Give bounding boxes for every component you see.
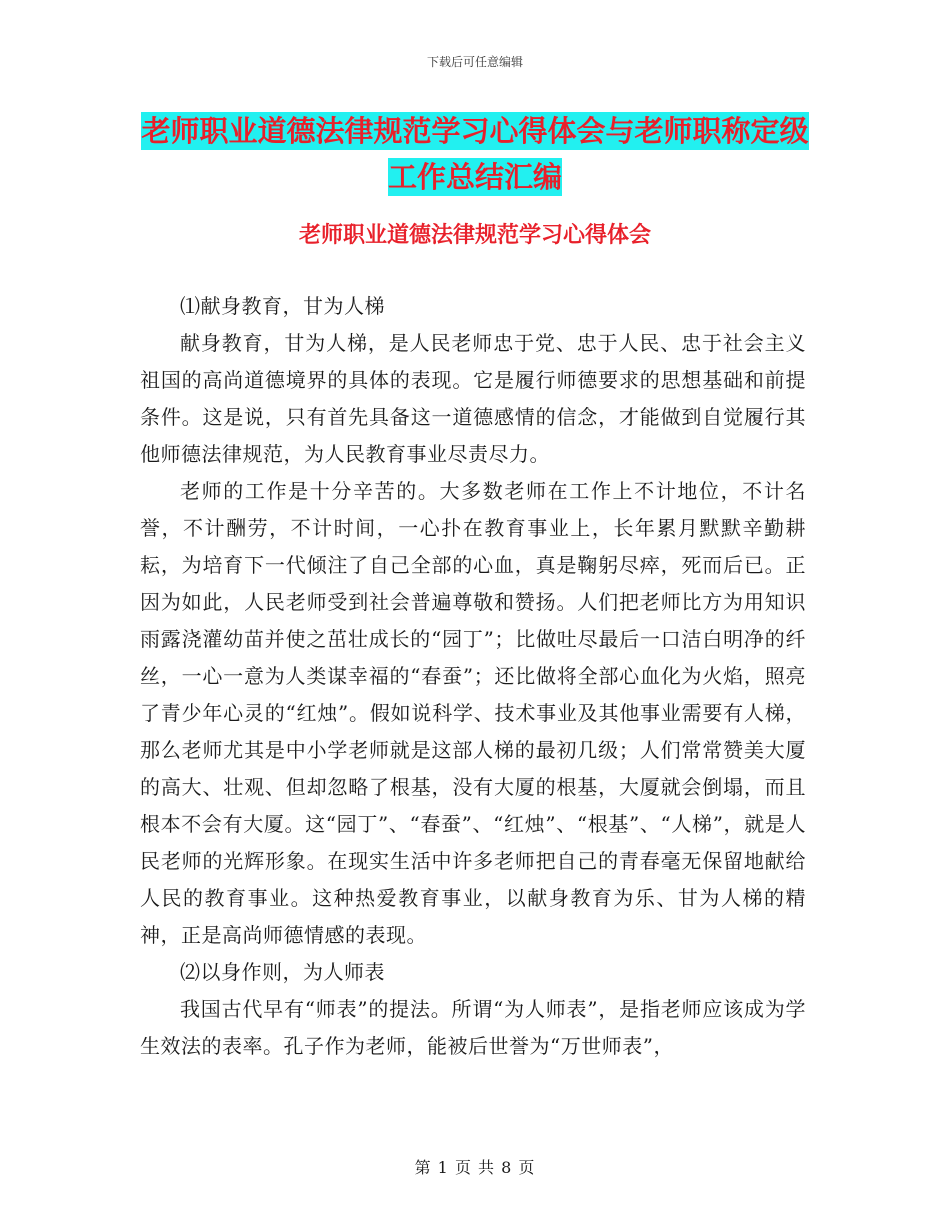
subheading-1: ⑴献身教育，甘为人梯 xyxy=(180,294,385,318)
section-title: 老师职业道德法律规范学习心得体会 xyxy=(298,223,651,248)
document-title-line2: 工作总结汇编 xyxy=(387,160,562,194)
paragraph-1: 献身教育，甘为人梯，是人民老师忠于党、忠于人民、忠于社会主义祖国的高尚道德境界的具体的表现。它是履行师德要求的思想基础和前提条件。这是说，只有首先具备这一道德感情的信念，才能做到自觉履行其他师德法律规范，为人民教育事业尽责尽力。 xyxy=(140,331,806,466)
document-title-line1: 老师职业道德法律规范学习心得体会与老师职称定级 xyxy=(141,114,809,148)
document-title xyxy=(140,108,810,200)
document-body xyxy=(140,288,806,1065)
paragraph-2: 老师的工作是十分辛苦的。大多数老师在工作上不计地位，不计名誉，不计酬劳，不计时间，一心扑在教育事业上，长年累月默默辛勤耕耘，为培育下一代倾注了自己全部的心血，真是鞠躬尽瘁，死而后已。正因为如此，人民老师受到社会普遍尊敬和赞扬。人们把老师比方为用知识雨露浇灌幼苗并使之茁壮成长的“园丁”；比做吐尽最后一口洁白明净的纤丝，一心一意为人类谋幸福的“春蚕”；还比做将全部心血化为火焰，照亮了青少年心灵的“红烛”。假如说科学、技术事业及其他事业需要有人梯，那么老师尤其是中小学老师就是这部人梯的最初几级；人们常常赞美大厦的高大、壮观、但却忽略了根基，没有大厦的根基，大厦就会倒塌，而且根本不会有大厦。这“园丁”、“春蚕”、“红烛”、“根基”、“人梯”，就是人民老师的光辉形象。在现实生活中许多老师把自己的青春毫无保留地献给人民的教育事业。这种热爱教育事业，以献身教育为乐、甘为人梯的精神，正是高尚师德情感的表现。 xyxy=(140,479,806,947)
paragraph-3: 我国古代早有“师表”的提法。所谓“为人师表”，是指老师应该成为学生效法的表率。孔子作为老师，能被后世誉为“万世师表”， xyxy=(140,997,806,1058)
header-note: 下载后可任意编辑 xyxy=(426,55,523,69)
subheading-2: ⑵以身作则，为人师表 xyxy=(180,960,385,984)
page-footer: 第 1 页 共 8 页 xyxy=(414,1158,536,1177)
